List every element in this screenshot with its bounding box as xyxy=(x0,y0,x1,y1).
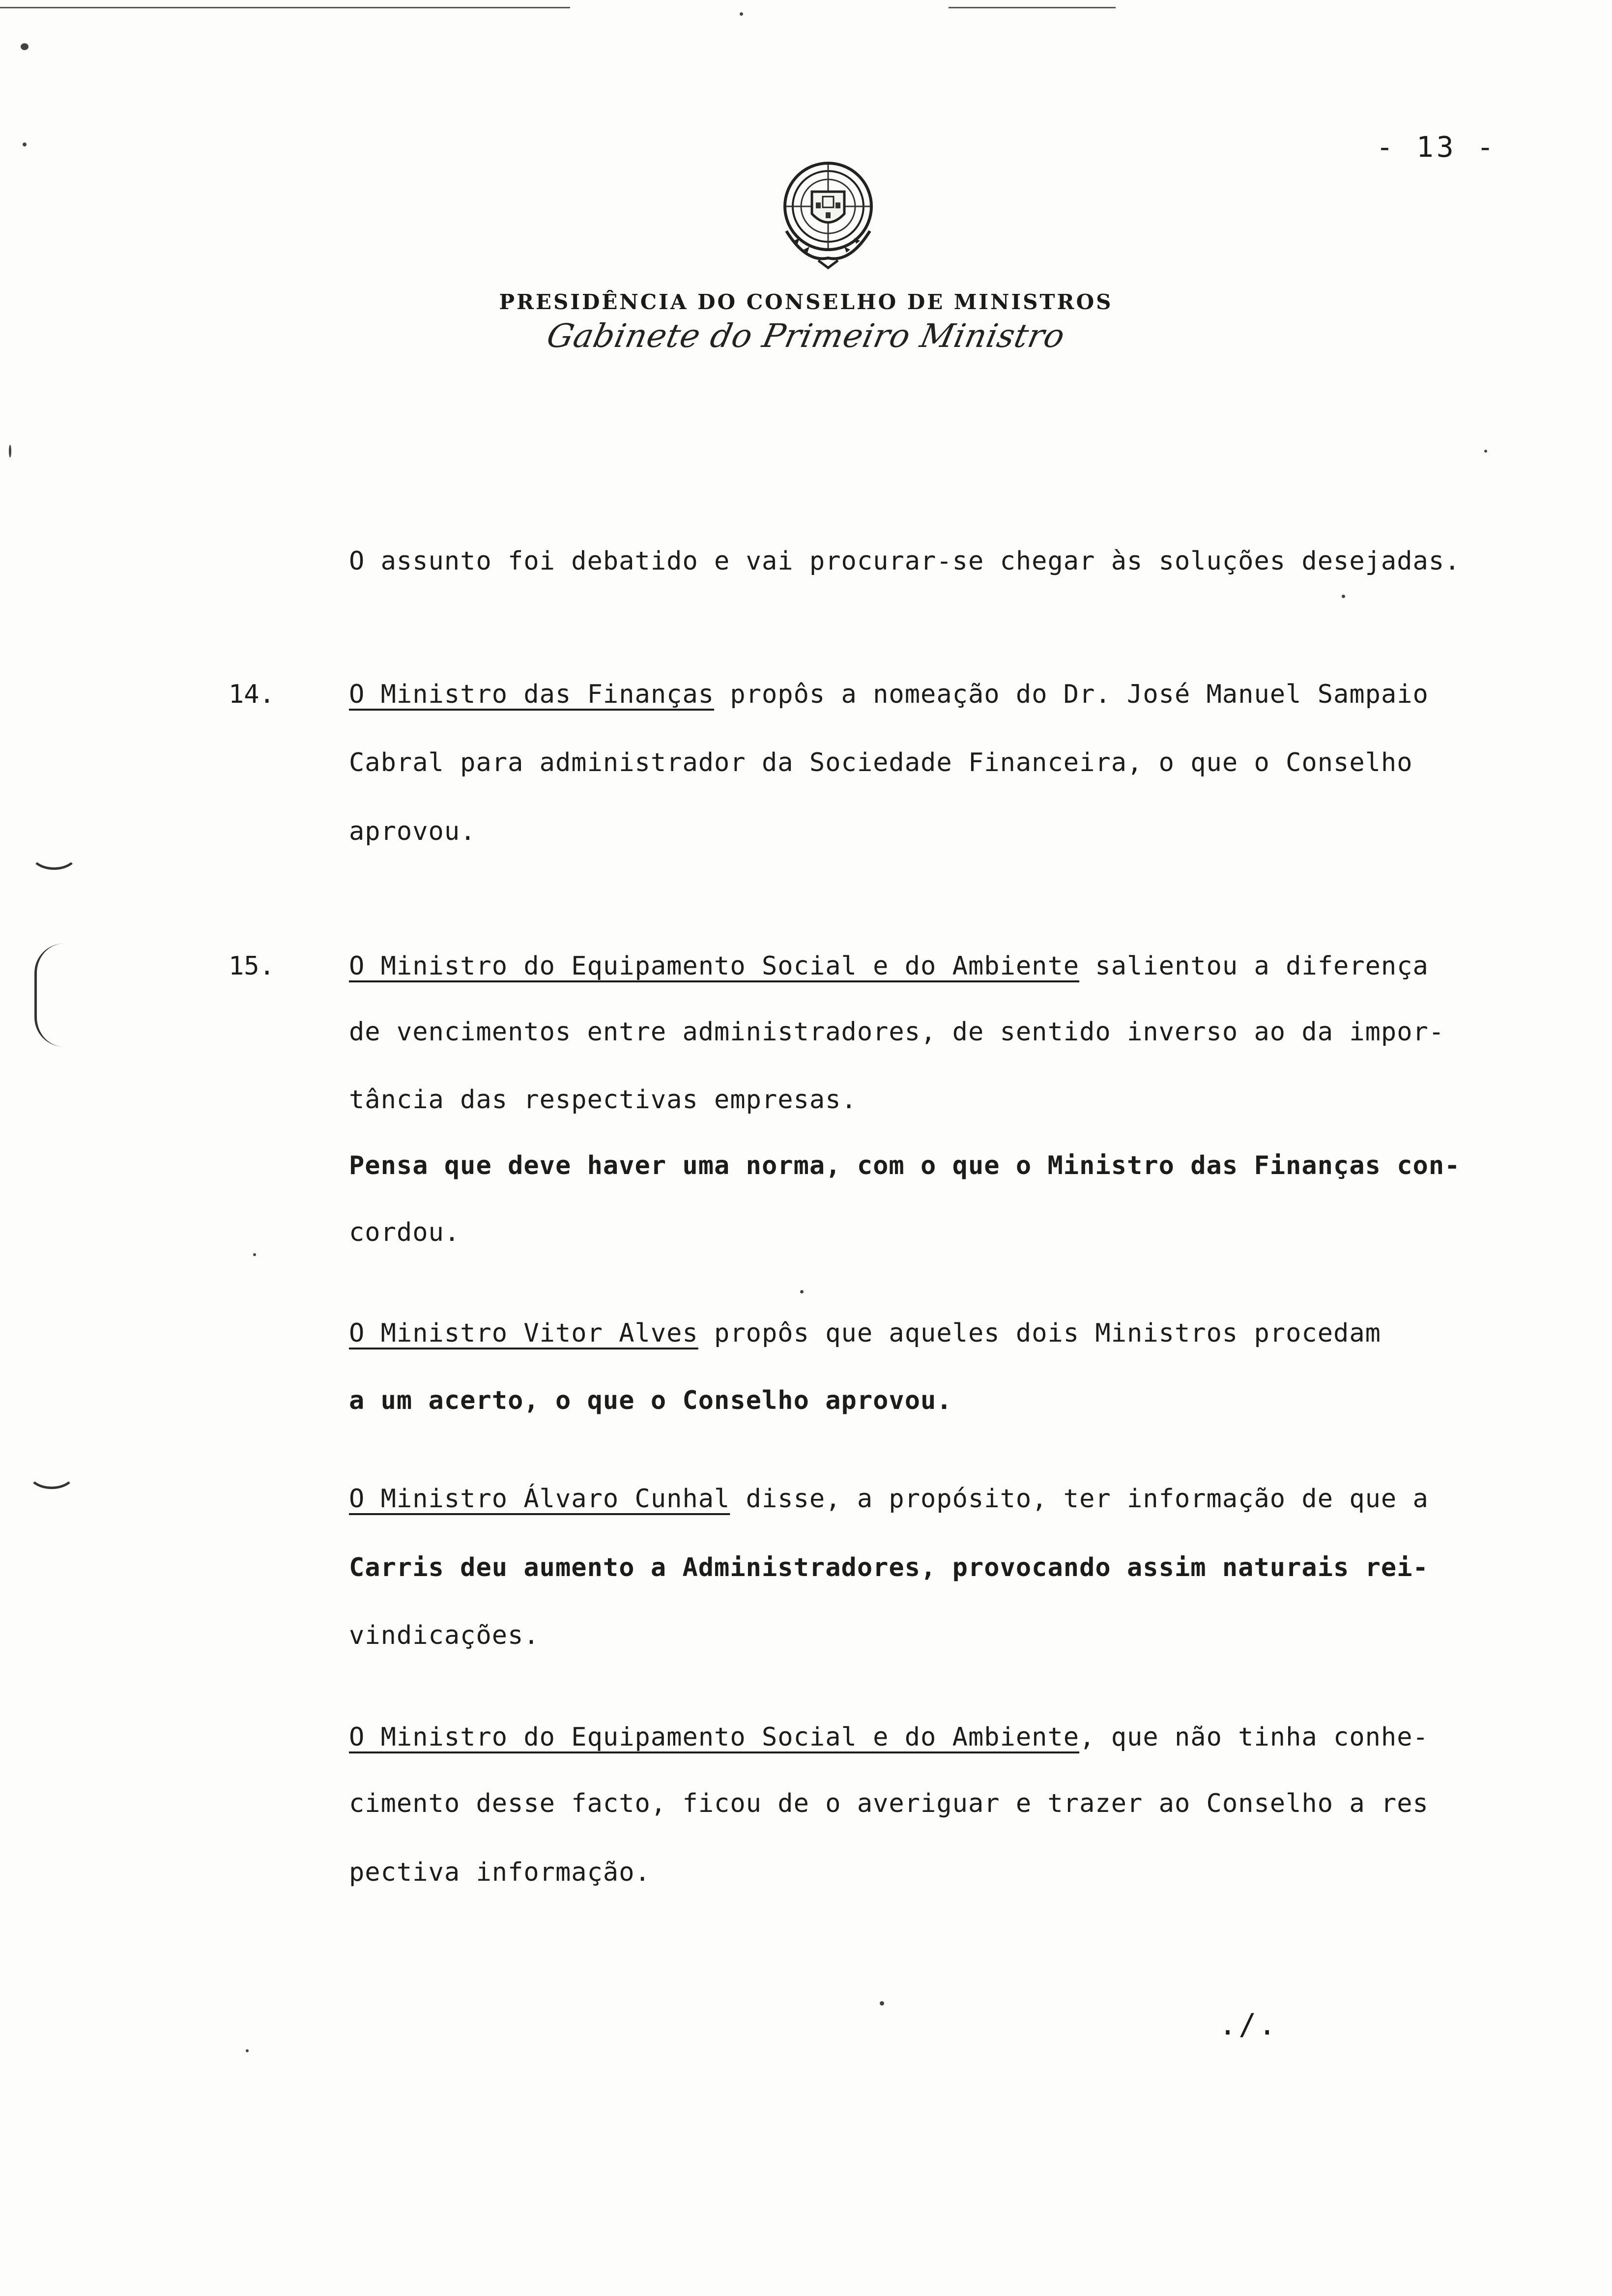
intro-paragraph: O assunto foi debatido e vai procurar-se chegar às soluções desejadas. xyxy=(349,546,1461,576)
item15-p1-line1-text: salientou a diferença xyxy=(1079,951,1429,981)
scan-speck xyxy=(246,2049,249,2052)
minister-name: O Ministro do Equipamento Social e do Ambiente xyxy=(349,951,1080,981)
item15-p1-line3: tância das respectivas empresas. xyxy=(349,1085,857,1115)
item14-line2: Cabral para administrador da Sociedade Financeira, o que o Conselho xyxy=(349,748,1413,777)
scan-arc-mark xyxy=(27,1455,76,1489)
item15-p2-line1 xyxy=(349,1319,1381,1348)
scan-bracket-mark xyxy=(34,944,71,1047)
scan-speck xyxy=(740,12,743,16)
item15-p4-line3: pectiva informação. xyxy=(349,1858,651,1887)
page-number: - 13 - xyxy=(1376,130,1497,164)
minister-name: O Ministro Vitor Alves xyxy=(349,1319,698,1348)
scan-speck xyxy=(1484,450,1487,453)
scan-edge-line xyxy=(949,7,1116,8)
header-institution-title: PRESIDÊNCIA DO CONSELHO DE MINISTROS xyxy=(499,290,1113,314)
item15-p2-line2: a um acerto, o que o Conselho aprovou. xyxy=(349,1386,952,1415)
item15-p4-line2: cimento desse facto, ficou de o averiguar e trazer ao Conselho a res xyxy=(349,1789,1429,1818)
item14-line1-text: propôs a nomeação do Dr. José Manuel Sampaio xyxy=(714,680,1429,709)
minister-name: O Ministro do Equipamento Social e do Ambiente xyxy=(349,1722,1080,1752)
scan-speck xyxy=(9,445,11,458)
scan-edge-line xyxy=(0,7,570,8)
item15-p3-line1-text: disse, a propósito, ter informação de que a xyxy=(730,1484,1429,1514)
item15-p1-line4: Pensa que deve haver uma norma, com o que o Ministro das Finanças con- xyxy=(349,1151,1461,1180)
coat-of-arms-emblem-icon xyxy=(772,157,885,273)
item15-p3-line2: Carris deu aumento a Administradores, provocando assim naturais rei- xyxy=(349,1553,1429,1582)
item15-p4-line1-text: , que não tinha conhe- xyxy=(1079,1722,1429,1752)
scan-speck xyxy=(253,1253,256,1256)
minister-name: O Ministro das Finanças xyxy=(349,680,715,709)
item15-p1-line2: de vencimentos entre administradores, de sentido inverso ao da impor- xyxy=(349,1017,1445,1047)
item15-p2-line1-text: propôs que aqueles dois Ministros procedam xyxy=(698,1319,1381,1348)
scan-speck xyxy=(21,43,29,50)
item14-line3: aprovou. xyxy=(349,817,476,846)
item14-line1 xyxy=(349,680,1429,709)
continuation-mark: ./. xyxy=(1219,2008,1278,2042)
scan-speck xyxy=(23,143,27,146)
minister-name: O Ministro Álvaro Cunhal xyxy=(349,1484,730,1514)
item15-p4-line1 xyxy=(349,1722,1429,1752)
item-number-15: 15. xyxy=(229,951,275,981)
scan-arc-mark xyxy=(29,835,79,870)
header-cabinet-subtitle: Gabinete do Primeiro Ministro xyxy=(544,317,1068,355)
item15-p1-line5: cordou. xyxy=(349,1218,461,1247)
item15-p1-line1 xyxy=(349,951,1429,981)
item15-p3-line1 xyxy=(349,1484,1429,1514)
scan-speck xyxy=(1342,595,1345,598)
item-number-14: 14. xyxy=(229,680,275,709)
scan-speck xyxy=(800,1290,804,1293)
item15-p3-line3: vindicações. xyxy=(349,1621,540,1650)
scan-speck xyxy=(880,2001,884,2006)
